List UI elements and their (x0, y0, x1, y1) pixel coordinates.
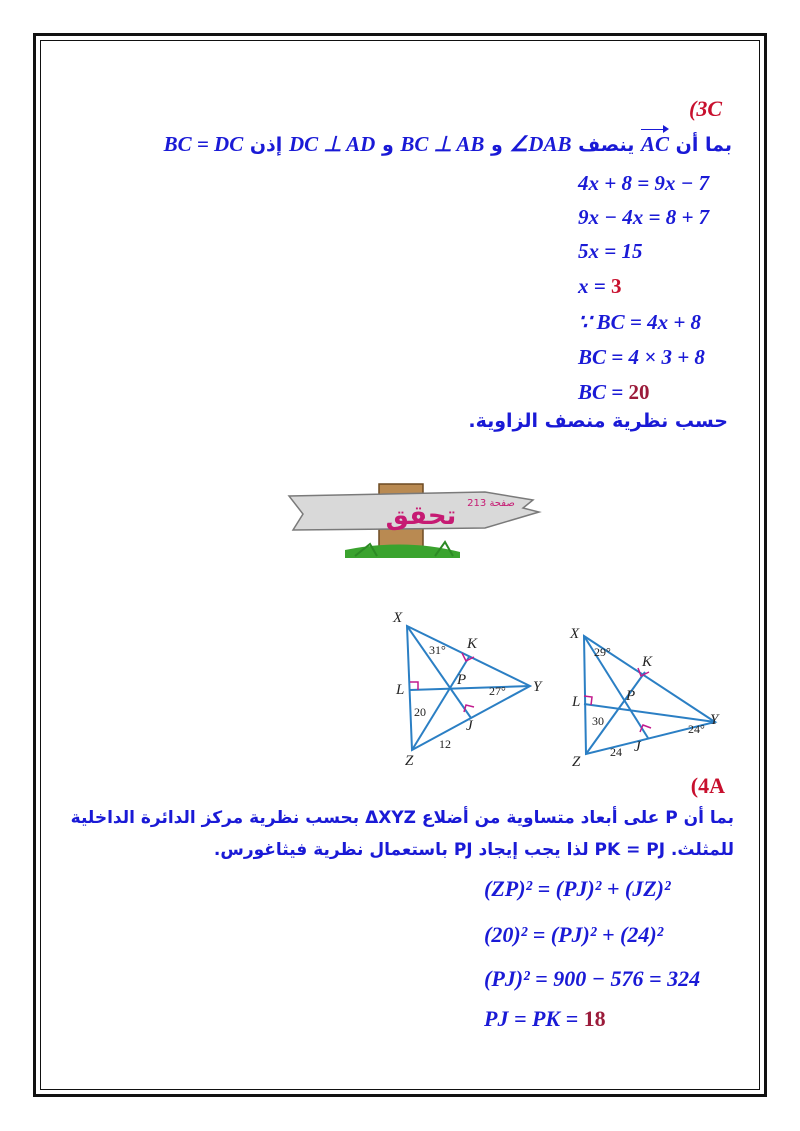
part-3c-step-2: 9x − 4x = 8 + 7 (578, 205, 710, 229)
part-3c-x-result: x = 3 (578, 274, 622, 298)
part-3c-statement: بما أن AC ينصف ∠DAB و BC ⊥ AB و DC ⊥ AD إذن BC = DC (163, 132, 732, 156)
part-4a-result: PJ = PK = 18 (484, 1006, 606, 1031)
part-4a-line-2: للمثلث. PK = PJ لذا يجب إيجاد PJ باستعمال نظرية فيثاغورس. (213, 840, 734, 860)
part-4a-step-2: (20)² = (PJ)² + (24)² (484, 922, 664, 947)
vector-ac: AC (641, 132, 670, 156)
part-3c-step-1: 4x + 8 = 9x − 7 (578, 171, 710, 195)
point-p-label: P (626, 688, 636, 704)
point-j-label: J (634, 739, 641, 755)
segment-lz-label: 20 (414, 705, 426, 719)
segment-jz-label: 24 (610, 745, 622, 759)
point-k-label: K (642, 654, 653, 670)
angle-x-label: 31° (429, 643, 446, 657)
part-3c-reason: حسب نظرية منصف الزاوية. (468, 410, 728, 432)
check-sign (285, 478, 545, 558)
point-p-label: P (457, 672, 467, 688)
point-k-label: K (467, 636, 478, 652)
part-3c-step-5: BC = 4 × 3 + 8 (578, 345, 705, 369)
part-3c-step-3: 5x = 15 (578, 239, 643, 263)
figure-triangle-right (560, 620, 725, 768)
check-title: تحقق (385, 501, 457, 531)
angle-y-label: 24° (688, 722, 705, 736)
segment-lz-label: 30 (592, 714, 604, 728)
vertex-y-label: Y (710, 712, 719, 728)
point-l-label: L (572, 694, 581, 710)
vertex-z-label: Z (572, 754, 581, 768)
vertex-x-label: X (570, 626, 580, 642)
check-page-label: صفحة 213 (467, 498, 515, 509)
part-4a-step-3: (PJ)² = 900 − 576 = 324 (484, 966, 701, 991)
part-3c-bc-result: BC = 20 (578, 380, 650, 404)
part-3c-step-4: ∵ BC = 4x + 8 (578, 310, 702, 334)
vertex-z-label: Z (405, 753, 414, 768)
vertex-x-label: X (393, 610, 403, 626)
vertex-y-label: Y (533, 679, 542, 695)
part-4a-label: (4A (690, 773, 725, 798)
part-4a-step-1: (ZP)² = (PJ)² + (JZ)² (484, 876, 671, 901)
part-4a-line-1: بما أن P على أبعاد متساوية من أضلاع ΔXYZ بحسب نظرية مركز الدائرة الداخلية (70, 808, 734, 828)
angle-y-label: 27° (489, 684, 506, 698)
point-j-label: J (466, 718, 473, 734)
point-l-label: L (396, 682, 405, 698)
angle-x-label: 29° (594, 645, 611, 659)
part-3c-label: (3C (689, 96, 722, 121)
figure-triangle-left (385, 608, 560, 768)
segment-jz-label: 12 (439, 737, 451, 751)
